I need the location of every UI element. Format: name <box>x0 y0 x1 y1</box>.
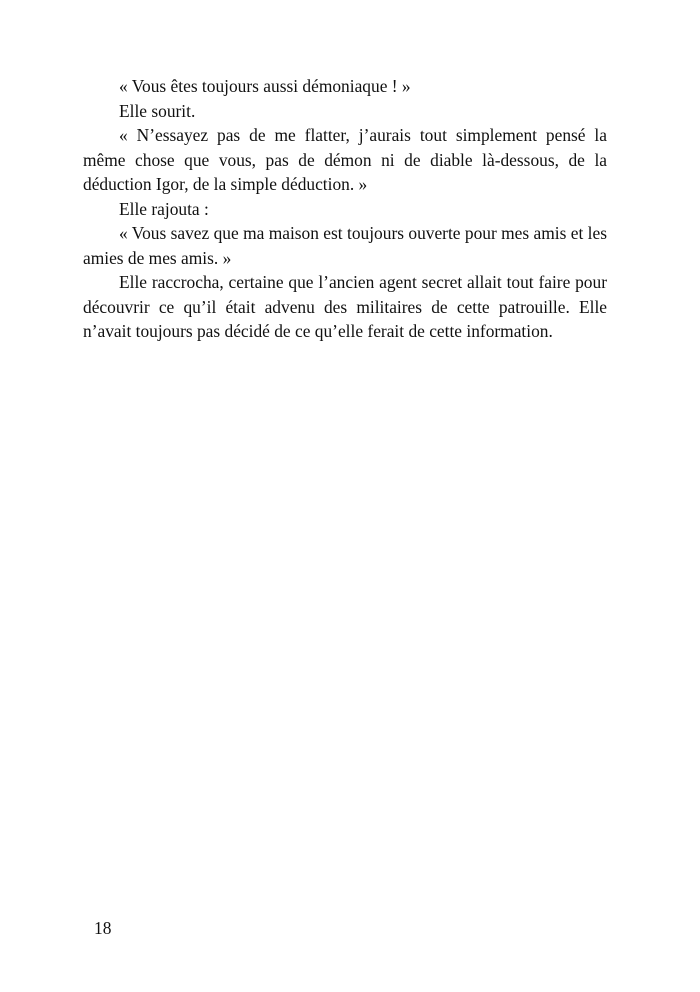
page-body <box>83 74 607 344</box>
paragraph-dialogue-maison: « Vous savez que ma maison est toujours ouverte pour mes amis et les amies de mes amis. » <box>83 223 607 268</box>
paragraph-dialogue-demoniaque: « Vous êtes toujours aussi démoniaque ! » <box>119 76 411 96</box>
page-number: 18 <box>94 918 112 938</box>
paragraph-elle-raccrocha: Elle raccrocha, certaine que l’ancien agent secret allait tout faire pour découvrir ce qu’il était advenu des militaires de cette patrouille. Elle n’avait toujours pas décidé de ce qu’elle ferait de cette information. <box>83 272 607 341</box>
paragraph-elle-rajouta: Elle rajouta : <box>119 198 209 219</box>
paragraph-dialogue-deduction: « N’essayez pas de me flatter, j’aurais tout simplement pensé la même chose que vous, pas de démon ni de diable là-dessous, de la déduction Igor, de la simple déduction. » <box>83 125 607 194</box>
paragraph-elle-sourit: Elle sourit. <box>119 100 196 121</box>
